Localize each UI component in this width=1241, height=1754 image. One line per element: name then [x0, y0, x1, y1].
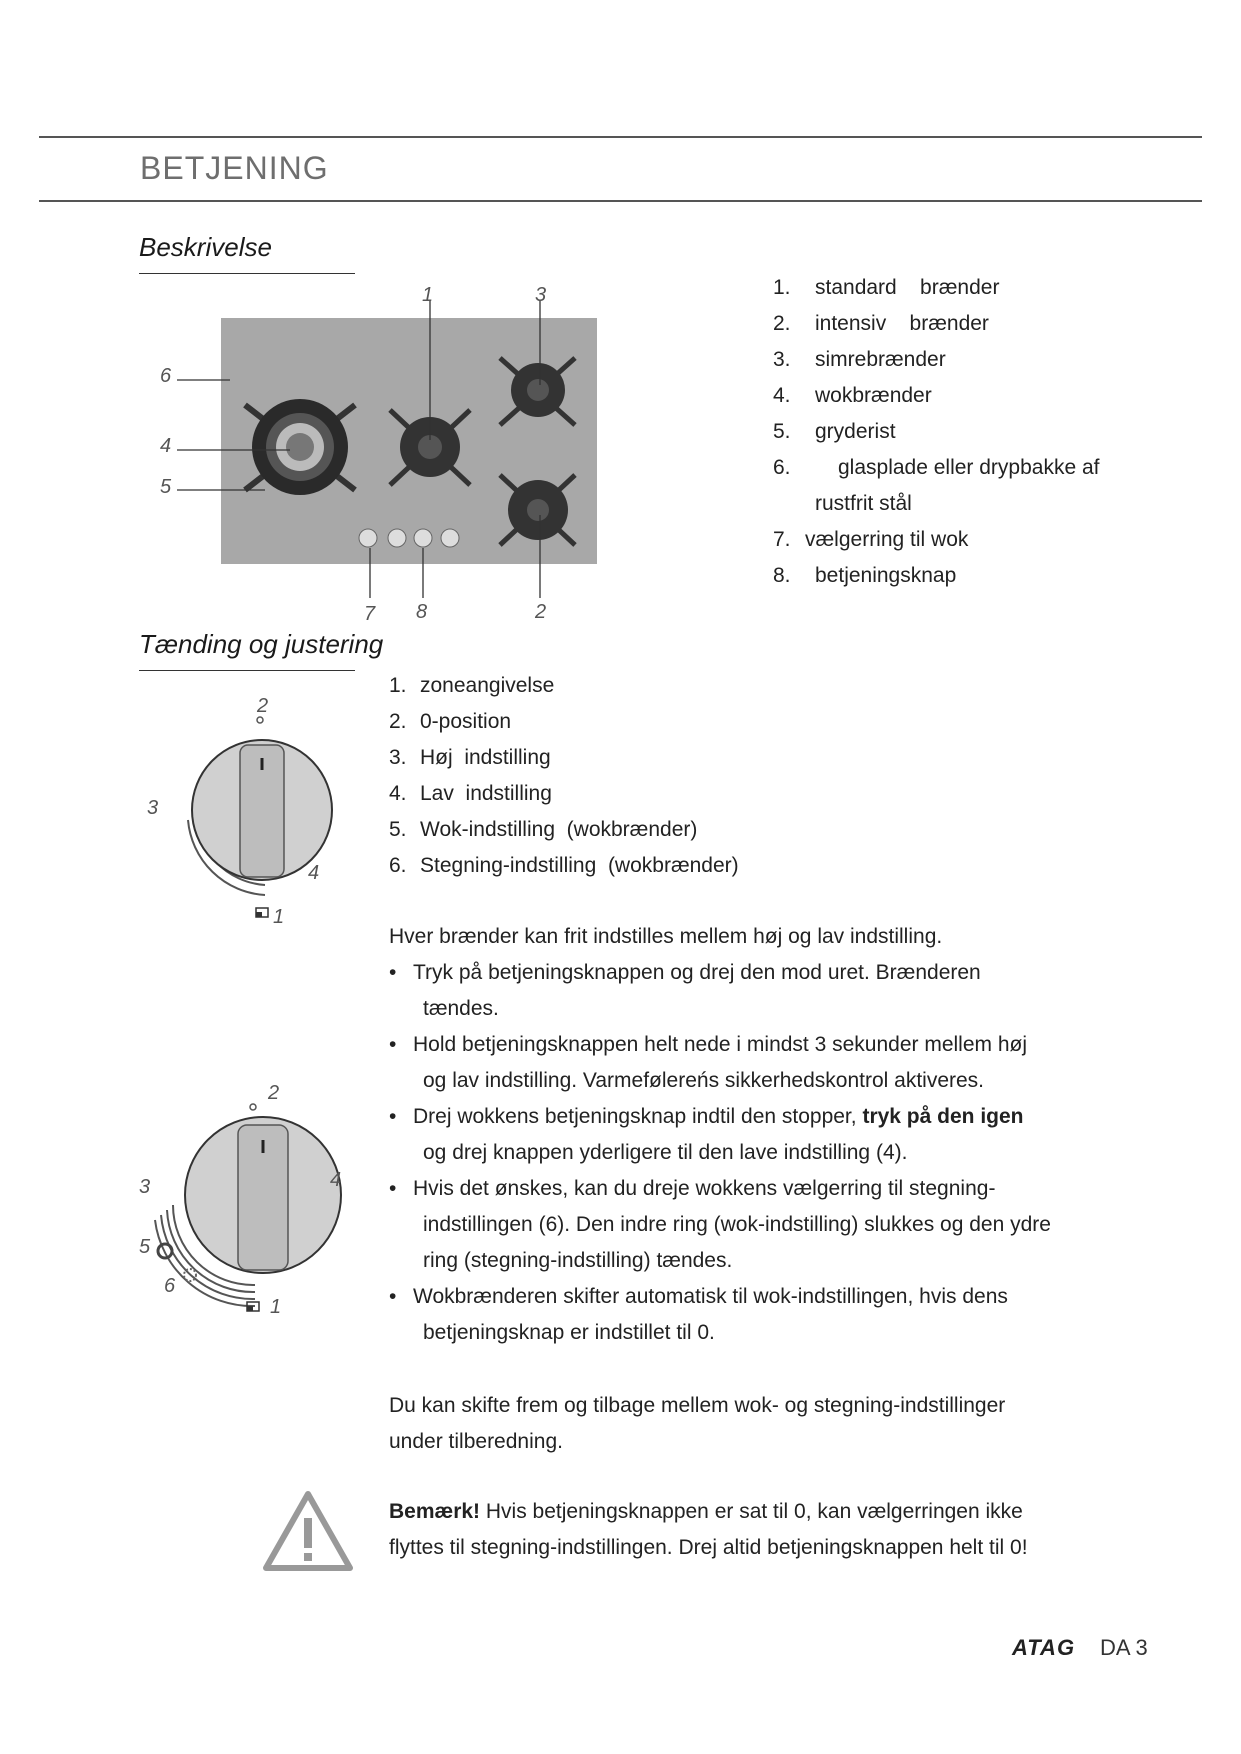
section-heading-underline [139, 273, 355, 274]
list-item: 2. intensiv brænder [773, 312, 989, 335]
knob1-label-2: 2 [257, 695, 269, 717]
callout-8: 8 [416, 601, 428, 623]
page-number: DA 3 [1100, 1635, 1148, 1660]
list-item: 5. gryderist [773, 420, 896, 443]
knob2-label-6: 6 [164, 1275, 176, 1297]
setting-list [389, 668, 889, 884]
list-item: 7. vælgerring til wok [773, 528, 969, 551]
list-item: 3. Høj indstilling [389, 746, 551, 769]
intensive-burner [500, 475, 575, 545]
intro-paragraph: Hver brænder kan frit indstilles mellem høj og lav indstilling. [389, 925, 943, 948]
list-item: 1. zoneangivelse [389, 674, 555, 697]
knob1-label-3: 3 [147, 797, 159, 819]
section-heading-ignition: Tænding og justering [139, 629, 384, 659]
page-title: BETJENING [140, 150, 329, 186]
switch-paragraph: Du kan skifte frem og tilbage mellem wok- og stegning-indstillinger under tilberedning. [389, 1394, 1006, 1453]
list-item: • Hvis det ønskes, kan du dreje wokkens vælgerring til stegning- indstillingen (6). Den indre ring (wok-indstilling) slukkes og den ydre ring (stegning-indstilling) tændes. [389, 1177, 1051, 1272]
list-item: 1. standard brænder [773, 276, 1000, 299]
list-item: 5. Wok-indstilling (wokbrænder) [389, 818, 698, 841]
list-item: • Drej wokkens betjeningsknap indtil den stopper, tryk på den igen og drej knappen yderligere til den lave indstilling (4). [389, 1105, 1024, 1164]
knob-diagram-standard [150, 690, 350, 940]
list-item: 6. glasplade eller drypbakke af [773, 456, 1100, 479]
knob2-label-5: 5 [139, 1236, 151, 1258]
knob2-label-4: 4 [330, 1169, 342, 1191]
callout-4: 4 [160, 435, 172, 457]
warning-icon [262, 1490, 354, 1572]
list-item: 4. Lav indstilling [389, 782, 552, 805]
callout-6: 6 [160, 365, 172, 387]
list-item: 4. wokbrænder [773, 384, 932, 407]
callout-2: 2 [535, 601, 547, 623]
knob2-label-1: 1 [270, 1296, 282, 1318]
brand-logo: ATAG [1012, 1635, 1076, 1660]
section-heading-description: Beskrivelse [139, 232, 272, 262]
warning-note: Bemærk! Hvis betjeningsknappen er sat til 0, kan vælgerringen ikke flyttes til stegning-indstillingen. Drej altid betjeningsknappen helt til 0! [389, 1500, 1028, 1559]
instruction-bullets [389, 955, 1189, 1351]
callout-1: 1 [422, 284, 434, 306]
knob2-label-3: 3 [139, 1176, 151, 1198]
section-heading-underline [139, 670, 355, 671]
header-rule [39, 200, 1202, 202]
callout-7: 7 [364, 603, 376, 625]
callout-5: 5 [160, 476, 172, 498]
knob1-label-1: 1 [273, 906, 285, 928]
list-item: rustfrit stål [815, 492, 912, 515]
description-list [773, 270, 1193, 594]
list-item: 6. Stegning-indstilling (wokbrænder) [389, 854, 739, 877]
list-item: 3. simrebrænder [773, 348, 946, 371]
knob1-label-4: 4 [308, 862, 320, 884]
top-rule [39, 136, 1202, 138]
knob2-label-2: 2 [268, 1082, 280, 1104]
list-item: 2. 0-position [389, 710, 512, 733]
list-item: 8. betjeningsknap [773, 564, 957, 587]
list-item: • Wokbrænderen skifter automatisk til wok-indstillingen, hvis dens betjeningsknap er indstillet til 0. [389, 1285, 1008, 1344]
simmer-burner [500, 358, 575, 425]
hob-illustration [150, 280, 620, 620]
list-item: • Tryk på betjeningsknappen og drej den mod uret. Brænderen tændes. [389, 961, 981, 1020]
callout-3: 3 [535, 284, 547, 306]
list-item: • Hold betjeningsknappen helt nede i mindst 3 sekunder mellem høj og lav indstilling. Varmefølereńs sikkerhedskontrol aktiveres. [389, 1033, 1028, 1092]
